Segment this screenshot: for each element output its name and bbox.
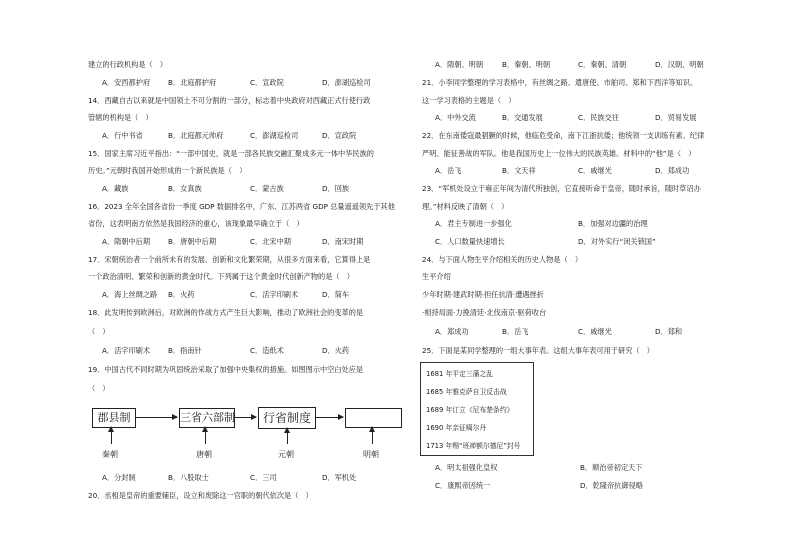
q13-option-b[interactable]: B．北庭都护府 bbox=[168, 78, 217, 87]
q25-option-d[interactable]: D．乾隆帝抗御侵略 bbox=[580, 481, 644, 490]
flow-box-qin: 郡县制 bbox=[92, 408, 136, 428]
q16-option-b[interactable]: B．唐朝中后期 bbox=[168, 237, 217, 246]
q22-option-d[interactable]: D．郑成功 bbox=[655, 166, 690, 175]
q19-stem-2: （ ） bbox=[88, 384, 110, 393]
timeline-event: 1690 年亲征噶尔丹 bbox=[426, 424, 487, 432]
q24-stem: 24．与下面人物生平介绍相关的历史人物是（ ） bbox=[422, 255, 583, 264]
q20-stem: 20．丞相是皇帝的重要辅臣，设立和废除这一官职的朝代依次是（ ） bbox=[88, 491, 313, 500]
q19-option-b[interactable]: B．八股取士 bbox=[168, 473, 209, 482]
q17-option-c[interactable]: C．活字印刷术 bbox=[250, 290, 299, 299]
q18-option-d[interactable]: D．火药 bbox=[322, 346, 350, 355]
q24-bio-title: 生平介绍 bbox=[422, 272, 451, 281]
q17-stem-1: 17．宋朝统治者一个前所未有的发展、创新和文化繁荣期，从很多方面来看，它算得上是 bbox=[88, 255, 371, 264]
q14-option-c[interactable]: C．澎湖巡检司 bbox=[250, 131, 299, 140]
flow-dynasty-qin: 秦朝 bbox=[102, 450, 118, 459]
q23-option-c[interactable]: C．人口数量快速增长 bbox=[435, 237, 505, 246]
q21-option-a[interactable]: A．中外交流 bbox=[435, 113, 476, 122]
timeline-event: 1713 年赐“班禅额尔德尼”封号 bbox=[426, 442, 521, 450]
q21-option-c[interactable]: C．民族交往 bbox=[578, 113, 619, 122]
q14-option-b[interactable]: B．北庭都元帅府 bbox=[168, 131, 224, 140]
q19-option-c[interactable]: C．三司 bbox=[250, 473, 277, 482]
q17-option-b[interactable]: B．火药 bbox=[168, 290, 195, 299]
q22-stem-2: 严明、能征善战的军队。他是我国历史上一位伟大的民族英雄。材料中的“他”是（ ） bbox=[422, 149, 696, 158]
q21-stem-2: 这一学习表格的主题是（ ） bbox=[422, 96, 516, 105]
q13-option-c[interactable]: C．宣政院 bbox=[250, 78, 284, 87]
q19-option-d[interactable]: D．军机处 bbox=[322, 473, 357, 482]
q24-option-a[interactable]: A．郑成功 bbox=[435, 327, 469, 336]
q16-stem-1: 16．2023 全年全国各省份一季度 GDP 数据排名中，广东、江苏两省 GDP 总量遥遥领先于其他 bbox=[88, 202, 395, 211]
q23-option-d[interactable]: D．对外实行“闭关锁国” bbox=[578, 237, 656, 246]
q13-option-a[interactable]: A．安西都护府 bbox=[102, 78, 151, 87]
q25-option-b[interactable]: B．顺治帝初定天下 bbox=[580, 463, 643, 472]
timeline-event: 1681 年平定三藩之乱 bbox=[426, 370, 494, 378]
q18-option-c[interactable]: C．造纸术 bbox=[250, 346, 284, 355]
q17-option-a[interactable]: A．海上丝绸之路 bbox=[102, 290, 158, 299]
flow-up-arrow-2 bbox=[205, 427, 206, 444]
q19-option-a[interactable]: A．分封制 bbox=[102, 473, 136, 482]
q20-option-d[interactable]: D．汉朝、明朝 bbox=[655, 60, 704, 69]
q22-stem-1: 22．在东南倭寇最猖獗的时候，他临危受命，南下江浙抗倭；他统领一支训练有素、纪律 bbox=[422, 131, 705, 140]
flow-up-arrow-4 bbox=[372, 427, 373, 444]
q16-option-a[interactable]: A．隋朝中后期 bbox=[102, 237, 151, 246]
q13-option-d[interactable]: D．澎湖巡检司 bbox=[322, 78, 371, 87]
q15-stem-2: 历史。”元朝时我国开始形成的一个新民族是（ ） bbox=[88, 166, 247, 175]
flow-up-arrow-1 bbox=[111, 427, 112, 444]
q18-option-b[interactable]: B．指南针 bbox=[168, 346, 202, 355]
q24-option-b[interactable]: B．岳飞 bbox=[502, 327, 529, 336]
flow-box-blank[interactable] bbox=[345, 408, 402, 428]
q14-stem-2: 管辖的机构是（ ） bbox=[88, 113, 153, 122]
q13-stem: 建立的行政机构是（ ） bbox=[88, 60, 168, 69]
q14-option-d[interactable]: D．宣政院 bbox=[322, 131, 357, 140]
flow-arrow-2 bbox=[234, 417, 256, 418]
q15-stem-1: 15．国家主席习近平指出：“一部中国史，就是一部各民族交融汇聚成多元一体中华民族的 bbox=[88, 149, 374, 158]
q21-stem-1: 21．小李同学整理的学习表格中，有丝绸之路、遣唐使、市舶司、郑和下西洋等知识。 bbox=[422, 78, 698, 87]
q15-option-a[interactable]: A．藏族 bbox=[102, 184, 129, 193]
flow-dynasty-tang: 唐朝 bbox=[196, 450, 212, 459]
flow-dynasty-yuan: 元朝 bbox=[278, 450, 294, 459]
flow-arrow-1 bbox=[135, 417, 177, 418]
q24-bio-line-2: ·相持局面·力挽清廷·北伐南京·驱荷收台 bbox=[422, 308, 547, 317]
q25-option-a[interactable]: A．明太祖强化皇权 bbox=[435, 463, 498, 472]
q20-option-c[interactable]: C．秦朝、清朝 bbox=[578, 60, 627, 69]
q23-option-a[interactable]: A．君主专制进一步强化 bbox=[435, 219, 512, 228]
q23-stem-2: 理。”材料反映了清朝（ ） bbox=[422, 202, 509, 211]
q16-stem-2: 省份，这表明南方依然是我国经济的重心，该现象最早确立于（ ） bbox=[88, 219, 304, 228]
flow-box-tang: 三省六部制 bbox=[179, 408, 235, 428]
q16-option-c[interactable]: C．北宋中期 bbox=[250, 237, 291, 246]
q24-option-d[interactable]: D．郑和 bbox=[655, 327, 683, 336]
timeline-event: 1685 年雅克萨自卫反击战 bbox=[426, 388, 507, 396]
q15-option-b[interactable]: B．女真族 bbox=[168, 184, 202, 193]
q25-stem: 25．下面是某同学整理的一组大事年表。这组大事年表可用于研究（ ） bbox=[422, 346, 654, 355]
q18-option-a[interactable]: A．活字印刷术 bbox=[102, 346, 151, 355]
q17-stem-2: 一个政治清明、繁荣和创新的黄金时代。下列属于这个黄金时代创新产物的是（ ） bbox=[88, 272, 354, 281]
q22-option-a[interactable]: A．岳飞 bbox=[435, 166, 462, 175]
q17-option-d[interactable]: D．简车 bbox=[322, 290, 350, 299]
q21-option-d[interactable]: D．贸易发展 bbox=[655, 113, 697, 122]
flow-up-arrow-3 bbox=[287, 428, 288, 444]
q18-stem-1: 18．此发明传到欧洲后，对欧洲的作战方式产生巨大影响，推动了欧洲社会的变革的是 bbox=[88, 308, 364, 317]
q15-option-c[interactable]: C．蒙古族 bbox=[250, 184, 284, 193]
q16-option-d[interactable]: D．南宋时期 bbox=[322, 237, 364, 246]
q23-option-b[interactable]: B．加强对边疆的治理 bbox=[578, 219, 648, 228]
q23-stem-1: 23．“军机处设立于雍正年间为清代所独创，它直接听命于皇帝，随时承旨，随时草诏办 bbox=[422, 184, 701, 193]
q18-stem-2: （ ） bbox=[88, 327, 110, 336]
event-timeline-box bbox=[420, 362, 534, 456]
q22-option-b[interactable]: B．文天祥 bbox=[502, 166, 536, 175]
q21-option-b[interactable]: B．交通发展 bbox=[502, 113, 543, 122]
q24-option-c[interactable]: C．戚继光 bbox=[578, 327, 612, 336]
q14-stem-1: 14．西藏自古以来就是中国领土不可分割的一部分，标志着中央政府对西藏正式行使行政 bbox=[88, 96, 371, 105]
q19-stem-1: 19．中国古代不同时期为巩固统治采取了加强中央集权的措施。如图图示中空白处应是 bbox=[88, 365, 364, 374]
q15-option-d[interactable]: D．回族 bbox=[322, 184, 350, 193]
q25-option-c[interactable]: C．康熙帝因统一 bbox=[435, 481, 491, 490]
q20-option-a[interactable]: A．隋朝、明朝 bbox=[435, 60, 484, 69]
q22-option-c[interactable]: C．戚继光 bbox=[578, 166, 612, 175]
timeline-event: 1689 年订立《尼布楚条约》 bbox=[426, 406, 514, 414]
flow-dynasty-ming: 明朝 bbox=[363, 450, 379, 459]
q20-option-b[interactable]: B．秦朝、明朝 bbox=[502, 60, 551, 69]
flow-box-yuan: 行省制度 bbox=[258, 407, 316, 429]
q24-bio-line-1: 少年时期·建武时期·担任抗清·遭遇挫折 bbox=[422, 290, 544, 299]
flow-arrow-3 bbox=[315, 417, 343, 418]
q14-option-a[interactable]: A．行中书省 bbox=[102, 131, 143, 140]
